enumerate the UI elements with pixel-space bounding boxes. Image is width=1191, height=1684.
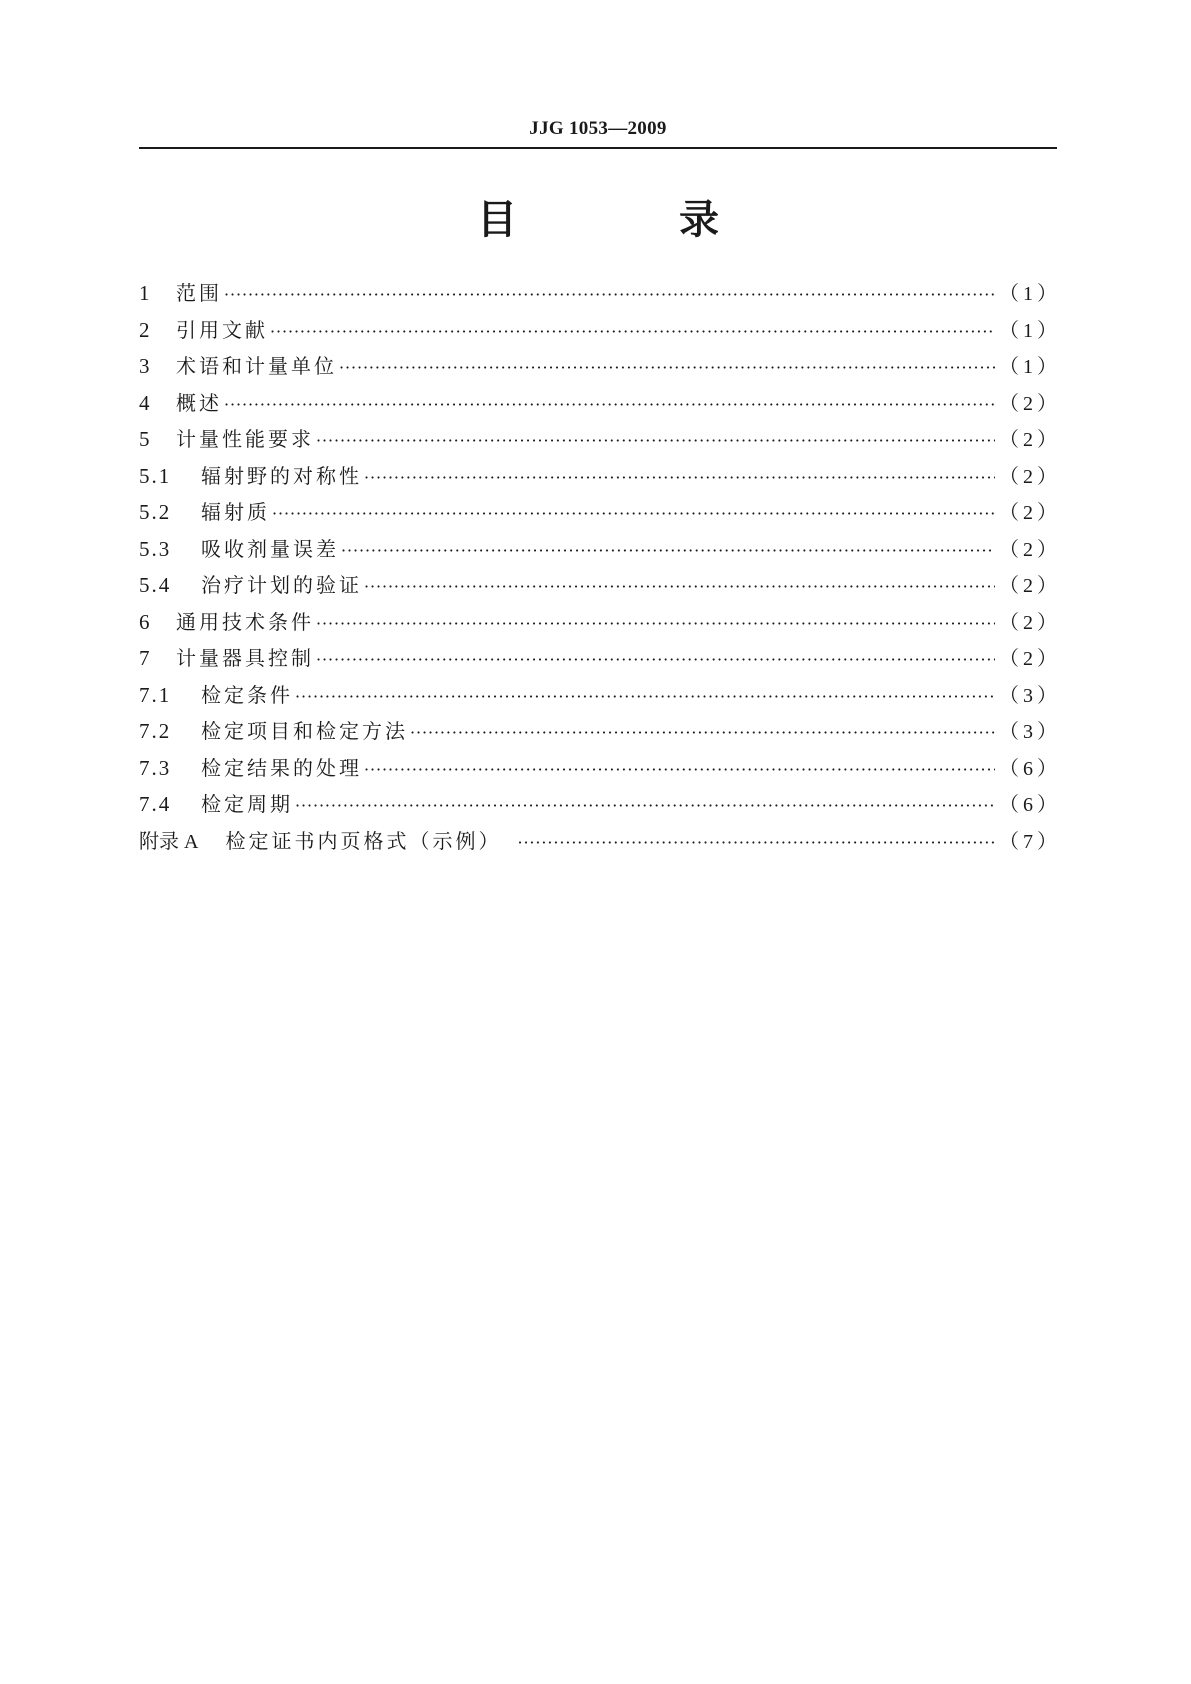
dot-leader [224, 395, 995, 414]
dot-leader [295, 687, 995, 706]
toc-entry-6[interactable] [139, 606, 1061, 643]
toc-entry-title: 计量性能要求 [176, 427, 314, 451]
toc-entry-4[interactable] [139, 387, 1061, 424]
dot-leader [339, 358, 995, 377]
toc-entry-page: （1） [999, 319, 1061, 342]
dot-leader [270, 322, 995, 341]
toc-entry-title: 范围 [176, 281, 222, 305]
toc-entry-title: 吸收剂量误差 [201, 536, 339, 561]
toc-entry-number: 7 [139, 646, 152, 670]
toc-entry-title: 检定项目和检定方法 [201, 719, 408, 743]
toc-entry-7[interactable] [139, 642, 1061, 679]
page-title: 目 录 [477, 197, 793, 243]
toc-entry-page: （2） [999, 465, 1061, 488]
toc-entry-title: 辐射野的对称性 [201, 463, 362, 488]
toc-entry-page: （3） [999, 684, 1061, 707]
toc-entry-title: 检定周期 [201, 792, 293, 816]
toc-entry-number: 2 [139, 317, 152, 342]
toc-entry-title: 概述 [176, 390, 222, 415]
toc-entry-7-2[interactable] [139, 715, 1061, 752]
dot-leader [316, 614, 995, 633]
dot-leader [272, 504, 995, 523]
dot-leader [364, 468, 995, 487]
dot-leader [316, 650, 995, 669]
dot-leader [517, 833, 995, 852]
table-of-contents [139, 277, 1061, 861]
toc-entry-number: 7.2 [139, 719, 172, 743]
toc-entry-number: 6 [139, 609, 152, 634]
toc-entry-number: 5.3 [139, 536, 172, 561]
toc-entry-5-4[interactable] [139, 569, 1061, 606]
dot-leader [341, 541, 995, 560]
running-header: JJG 1053—2009 [529, 118, 667, 139]
toc-entry-number: 5.1 [139, 463, 172, 488]
toc-entry-number: 5.4 [139, 573, 172, 597]
toc-entry-page: （6） [999, 757, 1061, 780]
toc-entry-page: （2） [999, 611, 1061, 634]
toc-entry-title: 辐射质 [201, 500, 270, 524]
toc-entry-title: 检定结果的处理 [201, 755, 362, 780]
toc-entry-7-1[interactable] [139, 679, 1061, 716]
toc-entry-page: （2） [999, 648, 1061, 670]
toc-entry-title: 治疗计划的验证 [201, 573, 362, 597]
dot-leader [295, 796, 995, 815]
header-rule [139, 147, 1057, 149]
toc-entry-page: （1） [999, 356, 1061, 378]
toc-entry-2[interactable] [139, 314, 1061, 351]
toc-entry-number: 4 [139, 390, 152, 415]
toc-entry-title: 检定证书内页格式（示例） [225, 828, 502, 853]
toc-entry-number: 7.1 [139, 682, 172, 707]
toc-entry-5[interactable] [139, 423, 1061, 460]
toc-entry-title: 通用技术条件 [176, 609, 314, 634]
toc-entry-1[interactable] [139, 277, 1061, 314]
toc-entry-page: （6） [999, 794, 1061, 816]
toc-entry-page: （7） [999, 830, 1061, 853]
toc-entry-page: （3） [999, 721, 1061, 743]
dot-leader [364, 760, 995, 779]
toc-entry-number: 5.2 [139, 500, 172, 524]
dot-leader [364, 577, 995, 596]
toc-entry-3[interactable] [139, 350, 1061, 387]
toc-entry-number: 7.3 [139, 755, 172, 780]
toc-entry-7-3[interactable] [139, 752, 1061, 789]
toc-entry-page: （2） [999, 575, 1061, 597]
toc-entry-page: （2） [999, 392, 1061, 415]
dot-leader [316, 431, 995, 450]
toc-entry-appendix-a[interactable] [139, 825, 1061, 862]
toc-entry-5-3[interactable] [139, 533, 1061, 570]
toc-entry-title: 引用文献 [176, 317, 268, 342]
toc-entry-number: 1 [139, 281, 152, 305]
toc-entry-number: 附录 A [139, 830, 199, 853]
toc-entry-page: （2） [999, 538, 1061, 561]
toc-entry-number: 5 [139, 427, 152, 451]
toc-entry-7-4[interactable] [139, 788, 1061, 825]
toc-entry-title: 检定条件 [201, 682, 293, 707]
toc-entry-page: （1） [999, 283, 1061, 305]
dot-leader [410, 723, 995, 742]
toc-entry-number: 7.4 [139, 792, 172, 816]
toc-entry-page: （2） [999, 502, 1061, 524]
toc-entry-page: （2） [999, 429, 1061, 451]
toc-entry-5-1[interactable] [139, 460, 1061, 497]
dot-leader [224, 285, 995, 304]
toc-entry-title: 计量器具控制 [176, 646, 314, 670]
toc-entry-5-2[interactable] [139, 496, 1061, 533]
toc-entry-title: 术语和计量单位 [176, 354, 337, 378]
toc-entry-number: 3 [139, 354, 152, 378]
